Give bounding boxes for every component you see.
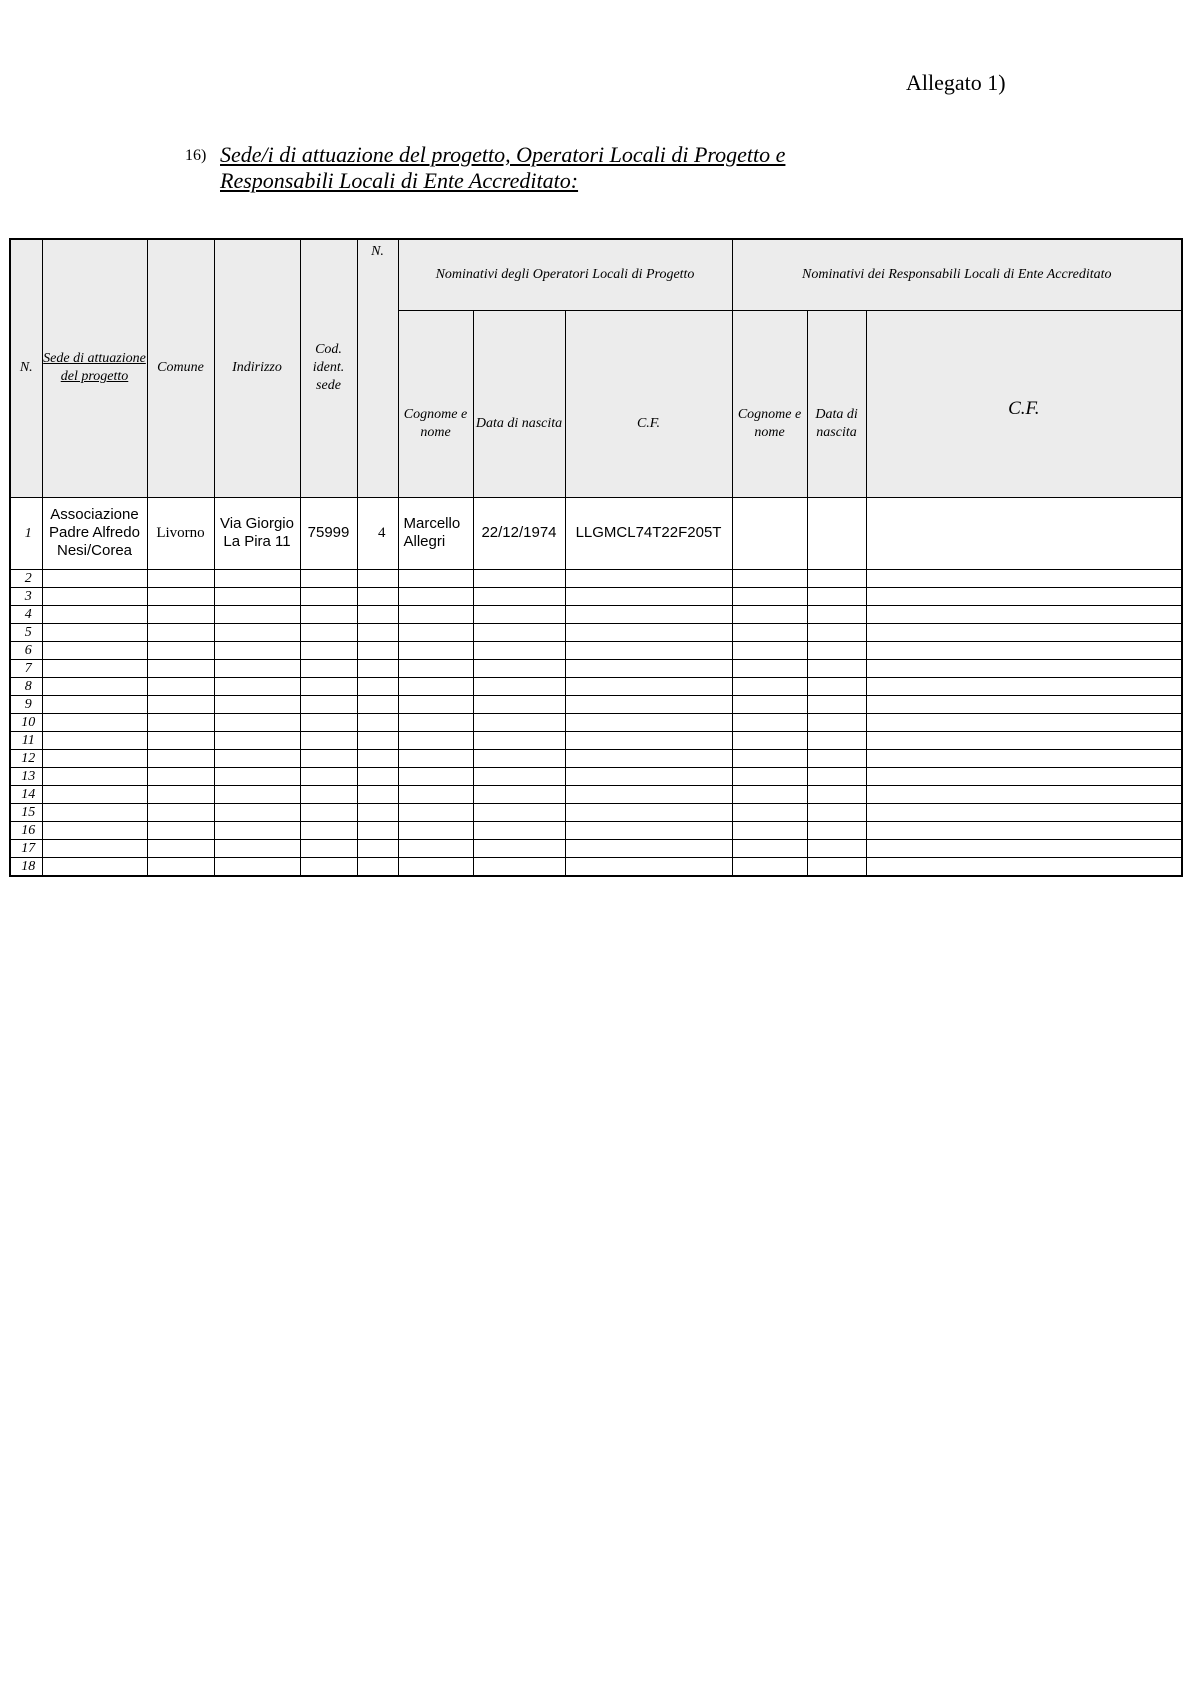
empty-cell <box>565 839 732 857</box>
empty-cell <box>300 623 357 641</box>
empty-cell <box>807 803 866 821</box>
empty-cell <box>300 857 357 876</box>
empty-cell <box>357 659 398 677</box>
empty-cell <box>214 641 300 659</box>
empty-cell <box>866 749 1182 767</box>
empty-cell <box>473 587 565 605</box>
empty-cell <box>214 623 300 641</box>
empty-cell <box>398 821 473 839</box>
empty-cell <box>42 605 147 623</box>
empty-cell <box>473 641 565 659</box>
header-indirizzo: Indirizzo <box>214 239 300 497</box>
empty-cell <box>565 695 732 713</box>
empty-cell <box>732 767 807 785</box>
empty-cell <box>42 713 147 731</box>
empty-cell <box>807 623 866 641</box>
empty-cell <box>398 839 473 857</box>
empty-cell <box>866 731 1182 749</box>
empty-cell <box>807 641 866 659</box>
row-number: 8 <box>10 677 42 695</box>
empty-cell <box>732 731 807 749</box>
empty-cell <box>473 605 565 623</box>
empty-cell <box>807 677 866 695</box>
empty-cell <box>42 749 147 767</box>
empty-cell <box>357 587 398 605</box>
row-number: 15 <box>10 803 42 821</box>
empty-cell <box>473 623 565 641</box>
row-number: 12 <box>10 749 42 767</box>
empty-cell <box>300 731 357 749</box>
empty-cell <box>42 821 147 839</box>
row-number: 18 <box>10 857 42 876</box>
empty-cell <box>300 713 357 731</box>
empty-cell <box>357 569 398 587</box>
empty-cell <box>42 857 147 876</box>
empty-cell <box>565 767 732 785</box>
empty-cell <box>300 695 357 713</box>
header-cod-ident-sede: Cod. ident. sede <box>300 239 357 497</box>
empty-cell <box>473 839 565 857</box>
empty-cell <box>357 677 398 695</box>
empty-cell <box>732 641 807 659</box>
empty-cell <box>147 677 214 695</box>
empty-cell <box>473 659 565 677</box>
empty-cell <box>357 623 398 641</box>
empty-cell <box>300 587 357 605</box>
row-number: 16 <box>10 821 42 839</box>
empty-cell <box>214 749 300 767</box>
table-row <box>10 857 1182 876</box>
empty-cell <box>807 713 866 731</box>
empty-cell <box>473 695 565 713</box>
empty-cell <box>398 749 473 767</box>
table-row <box>10 731 1182 749</box>
empty-cell <box>473 677 565 695</box>
table-row <box>10 749 1182 767</box>
empty-cell <box>42 623 147 641</box>
empty-cell <box>214 605 300 623</box>
table-row <box>10 497 1182 569</box>
empty-cell <box>473 785 565 803</box>
empty-cell <box>357 695 398 713</box>
empty-cell <box>807 587 866 605</box>
empty-cell <box>807 731 866 749</box>
empty-cell <box>147 803 214 821</box>
cell-comune: Livorno <box>147 497 214 569</box>
empty-cell <box>214 785 300 803</box>
empty-cell <box>300 821 357 839</box>
row-number: 1 <box>10 497 42 569</box>
empty-cell <box>807 821 866 839</box>
cell-olp-nome: Marcello Allegri <box>398 497 473 569</box>
empty-cell <box>300 767 357 785</box>
empty-cell <box>398 605 473 623</box>
empty-cell <box>357 839 398 857</box>
empty-cell <box>42 587 147 605</box>
table-row <box>10 767 1182 785</box>
empty-cell <box>398 731 473 749</box>
empty-cell <box>357 821 398 839</box>
empty-cell <box>807 695 866 713</box>
empty-cell <box>473 821 565 839</box>
empty-cell <box>398 623 473 641</box>
empty-cell <box>565 821 732 839</box>
empty-cell <box>42 785 147 803</box>
table-row <box>10 839 1182 857</box>
empty-cell <box>807 569 866 587</box>
empty-cell <box>565 731 732 749</box>
table-row <box>10 623 1182 641</box>
empty-cell <box>42 659 147 677</box>
empty-cell <box>398 803 473 821</box>
empty-cell <box>214 695 300 713</box>
table-row <box>10 641 1182 659</box>
empty-cell <box>473 857 565 876</box>
empty-cell <box>866 821 1182 839</box>
header-n-volontari: N. <box>357 239 398 497</box>
header-comune: Comune <box>147 239 214 497</box>
empty-cell <box>147 749 214 767</box>
empty-cell <box>300 749 357 767</box>
empty-cell <box>214 569 300 587</box>
empty-cell <box>214 821 300 839</box>
empty-cell <box>42 803 147 821</box>
header-rlea-nome: Cognome e nome <box>732 310 807 497</box>
section-number: 16) <box>185 147 207 164</box>
empty-cell <box>214 587 300 605</box>
empty-cell <box>732 857 807 876</box>
empty-cell <box>357 803 398 821</box>
header-olp-nome: Cognome e nome <box>398 310 473 497</box>
empty-cell <box>807 749 866 767</box>
empty-cell <box>42 569 147 587</box>
cell-rlea-cf <box>866 497 1182 569</box>
empty-cell <box>866 713 1182 731</box>
empty-cell <box>732 695 807 713</box>
empty-cell <box>565 677 732 695</box>
empty-cell <box>398 569 473 587</box>
empty-cell <box>807 785 866 803</box>
empty-cell <box>357 857 398 876</box>
header-olp-group: Nominativi degli Operatori Locali di Progetto <box>398 239 732 310</box>
section-title-line1: Sede/i di attuazione del progetto, Operatori Locali di Progetto e <box>220 142 786 167</box>
empty-cell <box>300 569 357 587</box>
empty-cell <box>300 677 357 695</box>
empty-cell <box>473 767 565 785</box>
row-number: 3 <box>10 587 42 605</box>
empty-cell <box>398 857 473 876</box>
empty-cell <box>732 677 807 695</box>
empty-cell <box>732 803 807 821</box>
row-number: 2 <box>10 569 42 587</box>
row-number: 13 <box>10 767 42 785</box>
empty-cell <box>473 731 565 749</box>
row-number: 7 <box>10 659 42 677</box>
empty-cell <box>565 857 732 876</box>
empty-cell <box>866 803 1182 821</box>
cell-cod: 75999 <box>300 497 357 569</box>
empty-cell <box>147 731 214 749</box>
cell-n-volontari: 4 <box>357 497 398 569</box>
empty-cell <box>565 605 732 623</box>
empty-cell <box>807 605 866 623</box>
empty-cell <box>732 605 807 623</box>
cell-rlea-data <box>807 497 866 569</box>
empty-cell <box>214 713 300 731</box>
empty-cell <box>147 659 214 677</box>
empty-cell <box>732 659 807 677</box>
empty-cell <box>42 641 147 659</box>
empty-cell <box>866 677 1182 695</box>
empty-cell <box>807 659 866 677</box>
row-number: 9 <box>10 695 42 713</box>
cell-olp-data: 22/12/1974 <box>473 497 565 569</box>
section-title-line2: Responsabili Locali di Ente Accreditato: <box>220 168 579 193</box>
empty-cell <box>565 641 732 659</box>
empty-cell <box>214 839 300 857</box>
empty-cell <box>732 587 807 605</box>
row-number: 10 <box>10 713 42 731</box>
empty-cell <box>147 713 214 731</box>
header-rlea-group: Nominativi dei Responsabili Locali di Ente Accreditato <box>732 239 1182 310</box>
header-sede: Sede di attuazione del progetto <box>42 239 147 497</box>
empty-cell <box>473 803 565 821</box>
empty-cell <box>565 623 732 641</box>
empty-cell <box>42 731 147 749</box>
empty-cell <box>866 623 1182 641</box>
sedi-table <box>9 238 1183 877</box>
table-row <box>10 713 1182 731</box>
empty-cell <box>147 623 214 641</box>
empty-cell <box>565 713 732 731</box>
empty-cell <box>565 569 732 587</box>
empty-cell <box>565 803 732 821</box>
empty-cell <box>398 677 473 695</box>
header-row-1 <box>10 239 1182 310</box>
cell-indirizzo: Via Giorgio La Pira 11 <box>214 497 300 569</box>
empty-cell <box>214 857 300 876</box>
empty-cell <box>214 659 300 677</box>
empty-cell <box>473 569 565 587</box>
empty-cell <box>147 857 214 876</box>
empty-cell <box>732 821 807 839</box>
empty-cell <box>147 767 214 785</box>
empty-cell <box>147 605 214 623</box>
empty-cell <box>357 641 398 659</box>
table-row <box>10 605 1182 623</box>
table-row <box>10 695 1182 713</box>
empty-cell <box>866 857 1182 876</box>
empty-cell <box>732 839 807 857</box>
header-olp-data: Data di nascita <box>473 310 565 497</box>
empty-cell <box>398 695 473 713</box>
cell-rlea-nome <box>732 497 807 569</box>
table-row <box>10 803 1182 821</box>
empty-cell <box>42 839 147 857</box>
empty-cell <box>732 623 807 641</box>
empty-cell <box>866 767 1182 785</box>
empty-cell <box>807 839 866 857</box>
empty-cell <box>300 839 357 857</box>
empty-cell <box>565 749 732 767</box>
empty-cell <box>300 641 357 659</box>
empty-cell <box>214 803 300 821</box>
empty-cell <box>732 785 807 803</box>
empty-cell <box>357 785 398 803</box>
row-number: 11 <box>10 731 42 749</box>
empty-cell <box>866 785 1182 803</box>
empty-cell <box>398 767 473 785</box>
empty-cell <box>866 587 1182 605</box>
empty-cell <box>807 767 866 785</box>
empty-cell <box>866 605 1182 623</box>
empty-cell <box>398 641 473 659</box>
empty-cell <box>398 587 473 605</box>
empty-cell <box>214 677 300 695</box>
empty-cell <box>147 839 214 857</box>
row-number: 4 <box>10 605 42 623</box>
empty-cell <box>807 857 866 876</box>
empty-cell <box>732 749 807 767</box>
header-olp-cf: C.F. <box>565 310 732 497</box>
table-row <box>10 785 1182 803</box>
empty-cell <box>398 659 473 677</box>
empty-cell <box>147 695 214 713</box>
table-row <box>10 659 1182 677</box>
empty-cell <box>357 713 398 731</box>
row-number: 17 <box>10 839 42 857</box>
table-row <box>10 677 1182 695</box>
empty-cell <box>866 695 1182 713</box>
empty-cell <box>214 767 300 785</box>
empty-cell <box>357 731 398 749</box>
empty-cell <box>473 713 565 731</box>
table-row <box>10 569 1182 587</box>
section-title <box>220 142 900 194</box>
empty-cell <box>214 731 300 749</box>
empty-cell <box>300 605 357 623</box>
empty-cell <box>42 695 147 713</box>
empty-cell <box>473 749 565 767</box>
empty-cell <box>732 569 807 587</box>
empty-cell <box>357 767 398 785</box>
row-number: 6 <box>10 641 42 659</box>
cell-sede: Associazione Padre Alfredo Nesi/Corea <box>42 497 147 569</box>
header-rlea-data: Data di nascita <box>807 310 866 497</box>
empty-cell <box>565 587 732 605</box>
empty-cell <box>147 587 214 605</box>
header-rlea-cf: C.F. <box>866 310 1182 497</box>
empty-cell <box>866 569 1182 587</box>
table-row <box>10 587 1182 605</box>
empty-cell <box>42 767 147 785</box>
cell-olp-cf: LLGMCL74T22F205T <box>565 497 732 569</box>
empty-cell <box>398 713 473 731</box>
table-row <box>10 821 1182 839</box>
empty-cell <box>300 803 357 821</box>
empty-cell <box>357 749 398 767</box>
empty-cell <box>732 713 807 731</box>
empty-cell <box>147 821 214 839</box>
empty-cell <box>147 785 214 803</box>
header-n: N. <box>10 239 42 497</box>
empty-cell <box>300 659 357 677</box>
empty-cell <box>565 659 732 677</box>
empty-cell <box>147 569 214 587</box>
allegato-label: Allegato 1) <box>906 70 1006 95</box>
empty-cell <box>357 605 398 623</box>
empty-cell <box>565 785 732 803</box>
empty-cell <box>300 785 357 803</box>
row-number: 14 <box>10 785 42 803</box>
empty-cell <box>866 641 1182 659</box>
row-number: 5 <box>10 623 42 641</box>
empty-cell <box>866 659 1182 677</box>
empty-cell <box>42 677 147 695</box>
empty-cell <box>147 641 214 659</box>
empty-cell <box>398 785 473 803</box>
empty-cell <box>866 839 1182 857</box>
